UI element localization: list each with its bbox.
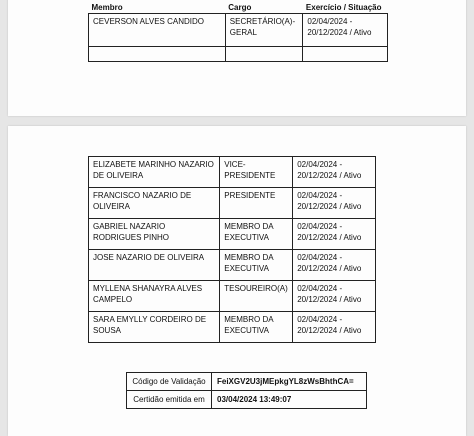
validation-code-label: Código de Validação [127, 373, 212, 391]
member-name: SARA EMYLLY CORDEIRO DE SOUSA [89, 312, 220, 343]
table-row [89, 14, 388, 47]
empty-cell [303, 47, 388, 62]
validation-code-row [127, 373, 367, 391]
members-table-top [88, 2, 388, 62]
member-exercicio: 02/04/2024 - 20/12/2024 / Ativo [293, 312, 376, 343]
member-exercicio: 02/04/2024 - 20/12/2024 / Ativo [293, 157, 376, 188]
member-name: GABRIEL NAZARIO RODRIGUES PINHO [89, 219, 220, 250]
member-name: CEVERSON ALVES CANDIDO [89, 14, 226, 47]
header-cargo: Cargo [228, 3, 252, 12]
table-row [89, 157, 376, 188]
issued-at-row [127, 391, 367, 409]
validation-code-value: FeiXGV2U3jMEpkgYL8zWsBhthCA= [212, 373, 367, 391]
member-cargo: PRESIDENTE [220, 188, 293, 219]
member-cargo: SECRETÁRIO(A)-GERAL [225, 14, 303, 47]
member-exercicio: 02/04/2024 - 20/12/2024 / Ativo [293, 219, 376, 250]
document-page-top [8, 0, 466, 116]
table-row [89, 281, 376, 312]
header-exercicio: Exercício / Situação [305, 3, 382, 12]
member-exercicio: 02/04/2024 - 20/12/2024 / Ativo [293, 281, 376, 312]
issued-at-value: 03/04/2024 13:49:07 [212, 391, 367, 409]
members-table-bottom [88, 156, 376, 343]
member-name: MYLLENA SHANAYRA ALVES CAMPELO [89, 281, 220, 312]
table-row [89, 188, 376, 219]
member-name: ELIZABETE MARINHO NAZARIO DE OLIVEIRA [89, 157, 220, 188]
member-exercicio: 02/04/2024 - 20/12/2024 / Ativo [293, 250, 376, 281]
member-cargo: MEMBRO DA EXECUTIVA [220, 219, 293, 250]
table-row [89, 250, 376, 281]
table-row-empty [89, 47, 388, 62]
empty-cell [225, 47, 303, 62]
member-cargo: TESOUREIRO(A) [220, 281, 293, 312]
member-name: FRANCISCO NAZARIO DE OLIVEIRA [89, 188, 220, 219]
member-cargo: MEMBRO DA EXECUTIVA [220, 250, 293, 281]
table-row [89, 312, 376, 343]
member-name: JOSE NAZARIO DE OLIVEIRA [89, 250, 220, 281]
member-cargo: MEMBRO DA EXECUTIVA [220, 312, 293, 343]
header-membro: Membro [91, 3, 123, 12]
empty-cell [89, 47, 226, 62]
document-page-bottom [8, 126, 466, 436]
member-exercicio: 02/04/2024 - 20/12/2024 / Ativo [293, 188, 376, 219]
member-exercicio: 02/04/2024 - 20/12/2024 / Ativo [303, 14, 388, 47]
table-header-row [89, 2, 388, 14]
issued-at-label: Certidão emitida em [127, 391, 212, 409]
validation-table [126, 372, 367, 409]
member-cargo: VICE-PRESIDENTE [220, 157, 293, 188]
table-row [89, 219, 376, 250]
